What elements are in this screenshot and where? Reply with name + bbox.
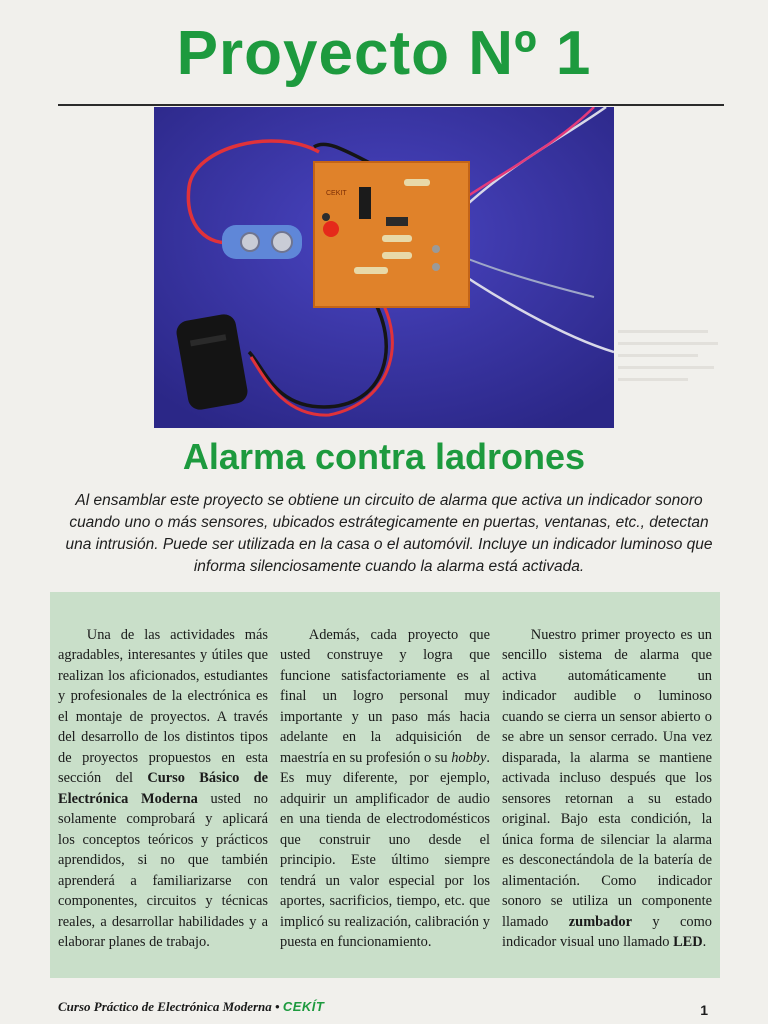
- footer-course: [58, 999, 324, 1015]
- text-span: Además, cada proyecto que usted construye y logra que funcione satisfactoriamente es al final un logro personal muy importante y un paso más hacia adelante en la adquisición de maestría en su profesión o su: [280, 626, 490, 766]
- project-photo: [154, 107, 614, 428]
- brand-logo: CEKÍT: [282, 999, 325, 1014]
- paragraph: [280, 625, 490, 953]
- text-span: . Es muy diferente, por ejemplo, adquirir un amplificador de audio en una tienda de electrodomésticos que construir uno desde el principio. Este último siempre tendrá un valor especial por los aportes, sacrificios, tiempo, etc. que implicó su realización, calibración y puesta en funcionamiento.: [280, 749, 490, 950]
- paragraph: [502, 625, 712, 953]
- text-span: .: [702, 934, 707, 950]
- text-span: Una de las actividades más agradables, interesantes y útiles que realizan los aficionados, estudiantes y profesionales de la electrónica es el montaje de proyectos. A través del desarrollo de los distintos tipos de proyectos propuestos en esta sección del: [58, 626, 268, 786]
- circuit-board: [314, 162, 469, 307]
- article-intro: Al ensamblar este proyecto se obtiene un circuito de alarma que activa un indicador sonoro cuando uno o más sensores, ubicados estrátegicamente en puertas, ventanas, etc., detectan una intrusión. Puede ser utilizada en la casa o el automóvil. Incluye un indicador luminoso que informa silenciosamente cuando la alarma está activada.: [65, 492, 713, 575]
- paragraph: [58, 625, 268, 953]
- article-body: [50, 592, 720, 978]
- column-3: [502, 604, 712, 978]
- bold-text: zumbador: [568, 913, 632, 930]
- column-1: [58, 604, 268, 978]
- bleed-through-text: [618, 330, 728, 430]
- battery-clip-icon: [222, 225, 302, 259]
- italic-text: hobby: [451, 749, 487, 766]
- bold-text: LED: [673, 934, 703, 950]
- board-label: CEKIT: [326, 190, 347, 197]
- page-number: 1: [700, 1002, 708, 1018]
- footer-separator: •: [271, 999, 283, 1014]
- page-title: Proyecto Nº 1: [176, 19, 592, 88]
- article-heading: Alarma contra ladrones: [182, 436, 586, 477]
- text-span: Nuestro primer proyecto es un sencillo sistema de alarma que activa automáticamente un indicador audible o luminoso cuando se cierra un sensor abierto o se abre un sensor cerrado. Una vez disparada, la alarma se mantiene activada incluso después que los sensores retornan a su estado original. Bajo esta condición, la única forma de silenciar la alarma es desconectándola de la batería de alimentación. Como indicador sonoro se utiliza un componente llamado: [502, 626, 712, 930]
- title-rule: [58, 104, 724, 106]
- column-2: [280, 604, 490, 978]
- text-span: y como indicador visual uno llamado: [502, 913, 712, 950]
- text-span: usted no solamente comprobará y aplicará los conceptos teóricos y prácticos aprendidos, si no que también aprenderá a familiarizarse con componentes, circuitos y técnicas reales, a desarrollar habilidades y a elaborar planes de trabajo.: [58, 790, 268, 950]
- circuit-photo-illustration: [154, 107, 614, 428]
- bold-text: Curso Básico de Electrónica Moderna: [58, 770, 268, 807]
- course-name: Curso Práctico de Electrónica Moderna: [58, 999, 272, 1014]
